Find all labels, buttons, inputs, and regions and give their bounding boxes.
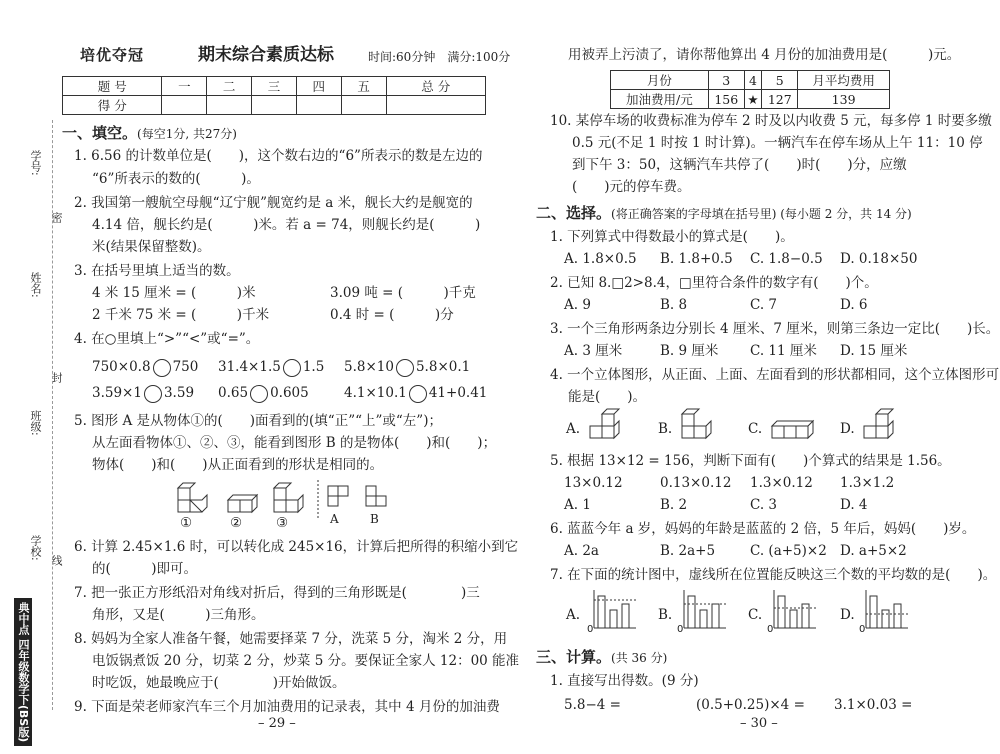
option[interactable]: B. xyxy=(658,607,673,623)
option[interactable]: C. (a+5)×2 xyxy=(750,543,827,559)
q1-line-a: 1. 6.56 的计数单位是( )，这个数右边的“6”所表示的数是左边的 xyxy=(74,148,483,164)
q8-line-c: 时吃饭，她最晚应于( )开始做饭。 xyxy=(92,675,346,691)
option[interactable]: D. 6 xyxy=(840,297,868,313)
section-2-title: 二、选择。 xyxy=(536,204,612,222)
option[interactable]: D. 4 xyxy=(840,497,868,513)
compare-left: 5.8×10 xyxy=(344,359,394,375)
q5-line-c: 物体( )和( )从正面看到的形状是相同的。 xyxy=(92,457,384,473)
q4-compare-item xyxy=(92,356,198,378)
score-table xyxy=(62,76,486,115)
score-cell[interactable] xyxy=(341,96,386,115)
option[interactable]: C. xyxy=(748,607,763,623)
compare-circle[interactable] xyxy=(409,385,427,403)
svg-text:0: 0 xyxy=(677,624,684,634)
q4-compare-item xyxy=(92,382,194,404)
option[interactable]: A. 2a xyxy=(564,543,599,559)
compare-right: 5.8×0.1 xyxy=(415,359,471,375)
q6-line-b: 的( )即可。 xyxy=(92,561,198,577)
q3-item: 4 米 15 厘米 = ( )米 xyxy=(92,285,256,301)
q2-line-a: 2. 我国第一艘航空母舰“辽宁舰”舰宽约是 a 米，舰长大约是舰宽的 xyxy=(74,195,473,211)
option[interactable]: C. 7 xyxy=(750,297,778,313)
fuel-cell-stain: ★ xyxy=(744,90,762,109)
option[interactable]: A. 1 xyxy=(564,497,591,513)
fuel-cell: 127 xyxy=(762,90,798,109)
compare-left: 31.4×1.5 xyxy=(218,359,281,375)
q9-line-a: 9. 下面是荣老师家汽车三个月加油费用的记录表，其中 4 月份的加油费 xyxy=(74,699,500,715)
score-header-cell: 五 xyxy=(341,77,386,96)
fuel-cell: 156 xyxy=(708,90,744,109)
choice-4-line-b: 能是( )。 xyxy=(568,389,647,405)
calc-item: 3.1×0.03 = xyxy=(834,697,913,713)
margin-label-student-id: 学号: xyxy=(29,150,42,176)
fig-label: ② xyxy=(230,515,243,531)
q3-item: 2 千米 75 米 = ( )千米 xyxy=(92,307,270,323)
q2-line-b: 4.14 倍，舰长约是( )米。若 a = 74，则舰长约是( ) xyxy=(92,217,481,233)
option[interactable]: A. xyxy=(566,421,581,437)
q4-compare-item xyxy=(344,356,470,378)
fig-label: A xyxy=(330,512,339,526)
q5-line-b: 从左面看物体①、②、③，能看到图形 B 的是物体( )和( )； xyxy=(92,435,497,451)
section-3-title: 三、计算。 xyxy=(536,648,612,666)
q10-line-c: 到下午 3：50，这辆汽车共停了( )时( )分，应缴 xyxy=(572,157,907,173)
q4-compare-item xyxy=(218,382,309,404)
calc-item: 5.8−4 = xyxy=(564,697,621,713)
fuel-cell: 139 xyxy=(798,90,890,109)
score-cell[interactable] xyxy=(252,96,297,115)
choice-6: 6. 蓝蓝今年 a 岁，妈妈的年龄是蓝蓝的 2 倍，5 年后，妈妈( )岁。 xyxy=(550,521,976,537)
q8-line-b: 电饭锅煮饭 20 分，切菜 2 分，炒菜 5 分。要保证全家人 12：00 能准 xyxy=(92,653,520,669)
compare-circle[interactable] xyxy=(153,359,171,377)
option[interactable]: C. 11 厘米 xyxy=(750,343,817,359)
fig-label: ① xyxy=(180,515,193,531)
score-cell[interactable] xyxy=(207,96,252,115)
score-header-cell: 四 xyxy=(296,77,341,96)
compare-left: 0.65 xyxy=(218,385,249,401)
score-header-cell: 题 号 xyxy=(63,77,162,96)
fuel-header-cell: 月份 xyxy=(611,71,709,90)
option[interactable]: A. 3 厘米 xyxy=(564,343,623,359)
compare-circle[interactable] xyxy=(144,385,162,403)
margin-label-line: 线 xyxy=(50,555,63,566)
q3-item: 0.4 时 = ( )分 xyxy=(330,307,454,323)
exam-meta: 时间:60分钟 满分:100分 xyxy=(368,50,511,64)
score-header-cell: 二 xyxy=(207,77,252,96)
margin-label-class: 班级: xyxy=(29,410,42,436)
compare-circle[interactable] xyxy=(396,359,414,377)
fig-label: ③ xyxy=(276,515,289,531)
calc-1: 1. 直接写出得数。(9 分) xyxy=(550,673,699,689)
compare-left: 4.1×10.1 xyxy=(344,385,407,401)
compare-right: 750 xyxy=(172,359,199,375)
q3-line: 3. 在括号里填上适当的数。 xyxy=(74,263,240,279)
calc-item: (0.5+0.25)×4 = xyxy=(696,697,805,713)
fuel-header-cell: 3 xyxy=(708,71,744,90)
q4-compare-item xyxy=(218,356,324,378)
section-3-note: (共 36 分) xyxy=(611,651,668,665)
c5-expression: 1.3×1.2 xyxy=(840,475,895,491)
score-header-cell: 总 分 xyxy=(386,77,486,96)
page-number-right: – 30 – xyxy=(740,716,778,731)
margin-label-seal: 密 xyxy=(50,212,63,223)
mini-bar-charts xyxy=(584,588,924,634)
option[interactable]: D. 0.18×50 xyxy=(840,251,918,267)
fuel-cost-table xyxy=(610,70,890,109)
score-cell[interactable] xyxy=(386,96,486,115)
book-spine: 典中点 四年级数学下(BS版) xyxy=(14,598,32,746)
c5-expression: 0.13×0.12 xyxy=(660,475,732,491)
q1-line-b: “6”所表示的数的( )。 xyxy=(92,171,260,187)
fuel-cell: 加油费用/元 xyxy=(611,90,709,109)
q6-line-a: 6. 计算 2.45×1.6 时，可以转化成 245×16，计算后把所得的积缩小到它 xyxy=(74,539,519,555)
score-cell[interactable] xyxy=(162,96,207,115)
svg-text:0: 0 xyxy=(859,624,866,634)
q2-line-c: 米(结果保留整数)。 xyxy=(92,239,211,255)
option[interactable]: B. 2a+5 xyxy=(660,543,716,559)
option[interactable]: A. 1.8×0.5 xyxy=(564,251,637,267)
section-3-heading xyxy=(536,646,667,669)
option[interactable]: A. 9 xyxy=(564,297,591,313)
score-header-cell: 一 xyxy=(162,77,207,96)
margin-label-school: 学校: xyxy=(29,535,42,561)
q7-line-a: 7. 把一张正方形纸沿对角线对折后，得到的三角形既是( )三 xyxy=(74,585,480,601)
q4-line: 4. 在○里填上“>”“<”或“=”。 xyxy=(74,331,260,347)
binding-line xyxy=(52,120,53,710)
compare-circle[interactable] xyxy=(250,385,268,403)
choice-2: 2. 已知 8.□2>8.4，□里符合条件的数字有( )个。 xyxy=(550,275,878,291)
fig-label: B xyxy=(370,512,379,526)
compare-right: 1.5 xyxy=(302,359,325,375)
score-header-cell: 三 xyxy=(252,77,297,96)
section-1-heading xyxy=(62,122,237,145)
q8-line-a: 8. 妈妈为全家人准备午餐，她需要择菜 7 分，洗菜 5 分，淘米 2 分，用 xyxy=(74,631,508,647)
c5-expression: 13×0.12 xyxy=(564,475,623,491)
q10-line-d: ( )元的停车费。 xyxy=(572,179,691,195)
score-row-label: 得 分 xyxy=(63,96,162,115)
q7-line-b: 角形，又是( )三角形。 xyxy=(92,607,265,623)
option[interactable]: D. xyxy=(840,607,855,623)
page-number-left: – 29 – xyxy=(258,716,296,731)
choice-5: 5. 根据 13×12 = 156，判断下面有( )个算式的结果是 1.56。 xyxy=(550,453,951,469)
compare-right: 41+0.41 xyxy=(428,385,488,401)
choice-1: 1. 下列算式中得数最小的算式是( )。 xyxy=(550,229,794,245)
option[interactable]: C. xyxy=(748,421,763,437)
fuel-header-cell: 5 xyxy=(762,71,798,90)
section-1-title: 一、填空。 xyxy=(62,124,138,142)
option[interactable]: D. 15 厘米 xyxy=(840,343,908,359)
exam-title: 期末综合素质达标 xyxy=(198,45,334,65)
compare-left: 750×0.8 xyxy=(92,359,151,375)
option[interactable]: A. xyxy=(566,607,581,623)
option[interactable]: B. xyxy=(658,421,673,437)
q5-line-a: 5. 图形 A 是从物体①的( )面看到的(填“正”“上”或“左”)； xyxy=(74,413,442,429)
fuel-header-cell: 月平均费用 xyxy=(798,71,890,90)
margin-label-seal2: 封 xyxy=(50,372,63,383)
q9-line-b: 用被弄上污渍了，请你帮他算出 4 月份的加油费用是( )元。 xyxy=(568,47,961,63)
svg-text:0: 0 xyxy=(587,624,594,634)
svg-text:0: 0 xyxy=(767,624,774,634)
compare-left: 3.59×1 xyxy=(92,385,142,401)
option[interactable]: B. 2 xyxy=(660,497,688,513)
q10-line-b: 0.5 元(不足 1 时按 1 时计算)。一辆汽车在停车场从上午 11：10 停 xyxy=(572,135,983,151)
brand-logo: 培优夺冠 xyxy=(80,46,145,64)
section-2-heading xyxy=(536,202,912,225)
section-2-note: (将正确答案的字母填在括号里) (每小题 2 分，共 14 分) xyxy=(611,207,912,221)
option[interactable]: C. 3 xyxy=(750,497,778,513)
solid-figures xyxy=(586,406,906,446)
option[interactable]: C. 1.8−0.5 xyxy=(750,251,823,267)
option[interactable]: B. 9 厘米 xyxy=(660,343,719,359)
margin-label-name: 姓名: xyxy=(29,272,42,298)
compare-right: 3.59 xyxy=(163,385,195,401)
compare-right: 0.605 xyxy=(270,385,309,401)
option[interactable]: B. 8 xyxy=(660,297,688,313)
option[interactable]: D. a+5×2 xyxy=(840,543,907,559)
right-page xyxy=(500,0,1000,754)
q10-line-a: 10. 某停车场的收费标准为停车 2 时及以内收费 5 元，每多停 1 时要多缴 xyxy=(550,113,992,129)
choice-4-line-a: 4. 一个立体图形，从正面、上面、左面看到的形状都相同，这个立体图形可 xyxy=(550,367,1000,383)
option[interactable]: B. 1.8+0.5 xyxy=(660,251,733,267)
fuel-header-cell: 4 xyxy=(744,71,762,90)
q3-item: 3.09 吨 = ( )千克 xyxy=(330,285,476,301)
section-1-note: (每空1分, 共27分) xyxy=(137,127,237,141)
option[interactable]: D. xyxy=(840,421,855,437)
choice-7: 7. 在下面的统计图中，虚线所在位置能反映这三个数的平均数的是( )。 xyxy=(550,567,997,583)
compare-circle[interactable] xyxy=(283,359,301,377)
choice-3: 3. 一个三角形两条边分别长 4 厘米、7 厘米，则第三条边一定比( )长。 xyxy=(550,321,1000,337)
c5-expression: 1.3×0.12 xyxy=(750,475,813,491)
q4-compare-item xyxy=(344,382,487,404)
score-cell[interactable] xyxy=(296,96,341,115)
